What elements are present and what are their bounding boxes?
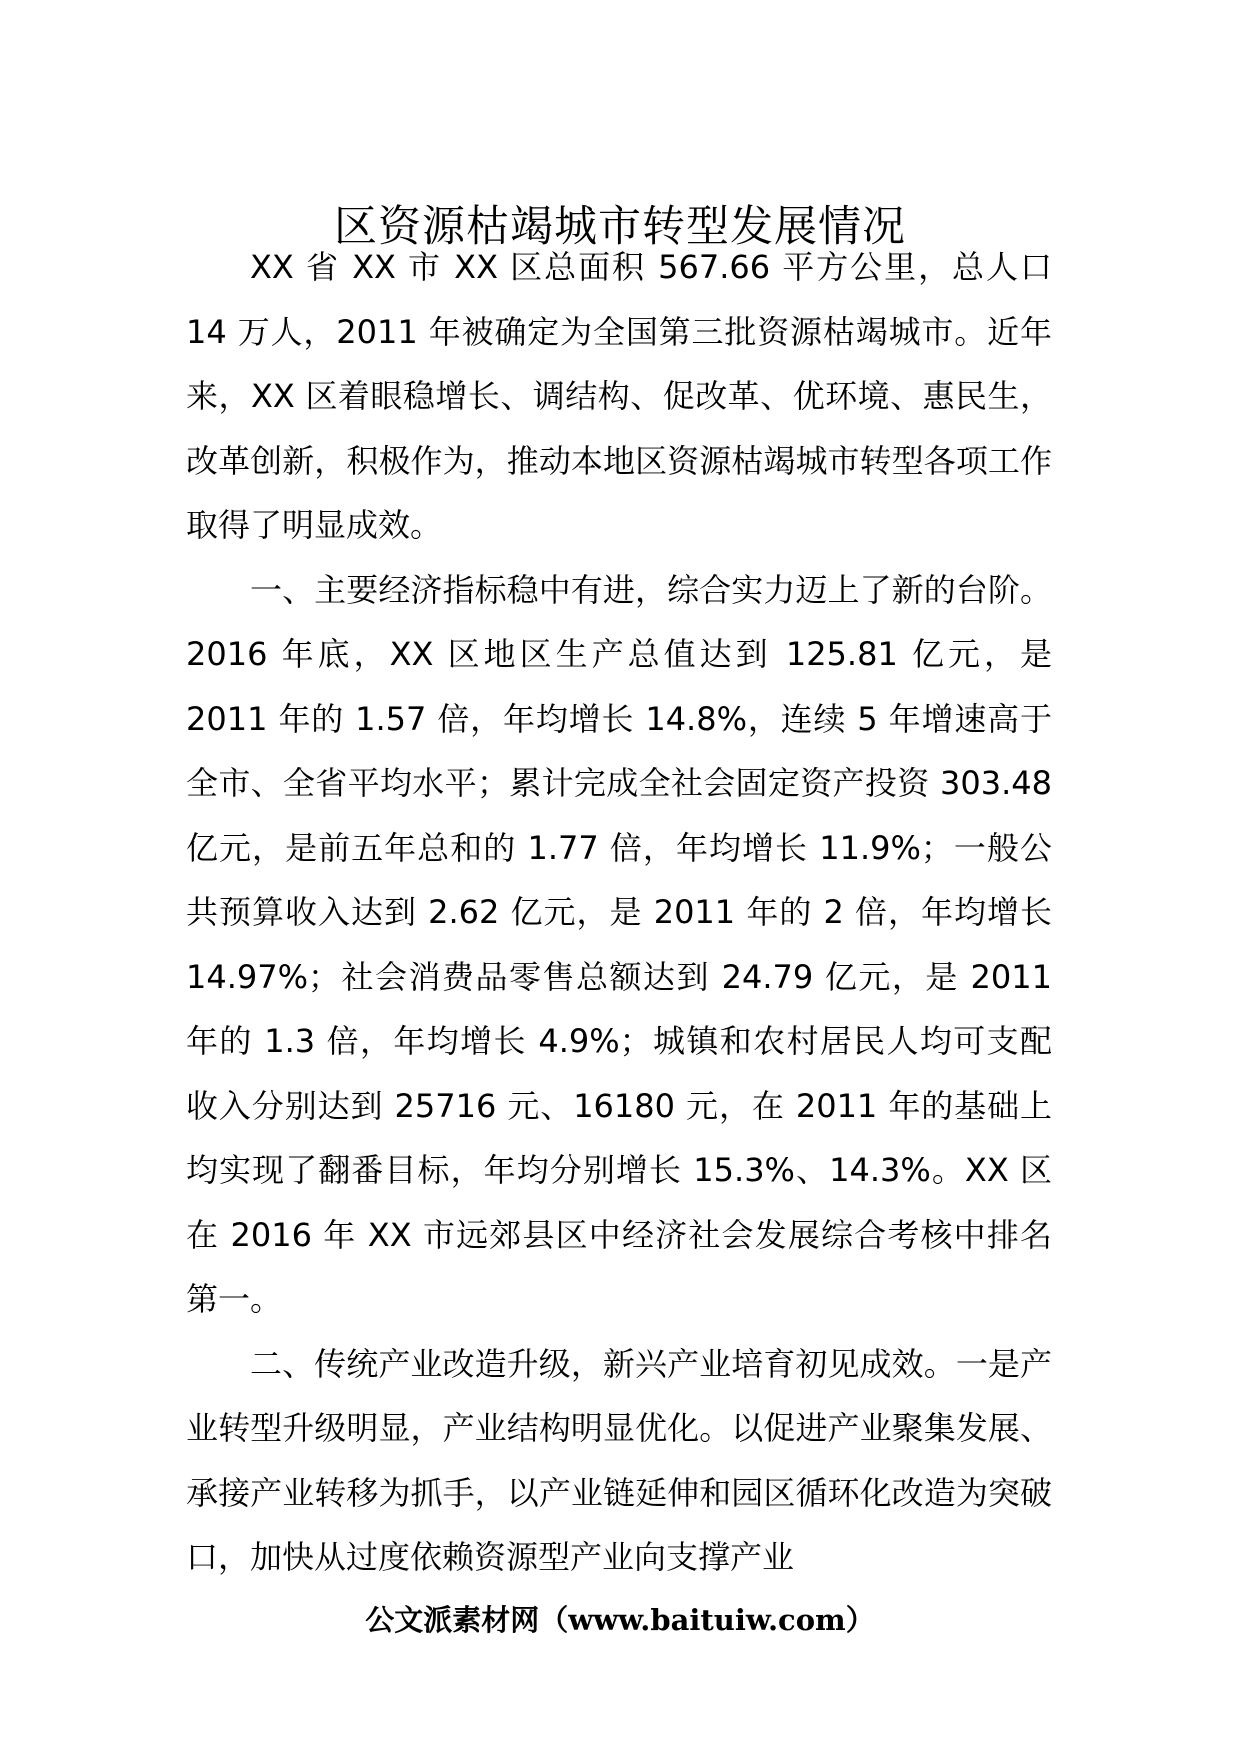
document-body <box>186 235 1052 1590</box>
paragraph-section-1 <box>186 558 1052 1332</box>
paragraph-intro <box>186 235 1052 558</box>
section-2-text: 一是产业转型升级明显，产业结构明显优化。以促进产业聚集发展、承接产业转移为抓手，以产业链延伸和园区循环化改造为突破口，加快从过度依赖资源型产业向支撑产业 <box>186 1344 1052 1576</box>
section-1-heading: 一、主要经济指标稳中有进，综合实力迈上了新的台阶。 <box>250 570 1052 609</box>
footer-watermark: 公文派素材网（www.baituiw.com） <box>365 1603 875 1637</box>
paragraph-intro-text: XX 省 XX 市 XX 区总面积 567.66 平方公里，总人口 14 万人，2011 年被确定为全国第三批资源枯竭城市。近年来，XX 区着眼稳增长、调结构、促改革、优环境、惠民生，改革创新，积极作为，推动本地区资源枯竭城市转型各项工作取得了明显成效。 <box>186 248 1052 544</box>
section-1-text: 2016 年底，XX 区地区生产总值达到 125.81 亿元，是 2011 年的 1.57 倍，年均增长 14.8%，连续 5 年增速高于全市、全省平均水平；累计完成全社会固定资产投资 303.48 亿元，是前五年总和的 1.77 倍，年均增长 11.9%；一般公共预算收入达到 2.62 亿元，是 2011 年的 2 倍，年均增长 14.97%；社会消费品零售总额达到 24.79 亿元，是 2011 年的 1.3 倍，年均增长 4.9%；城镇和农村居民人均可支配收入分别达到 25716 元、16180 元，在 2011 年的基础上均实现了翻番目标，年均分别增长 15.3%、14.3%。XX 区在 2016 年 XX 市远郊县区中经济社会发展综合考核中排名第一。 <box>186 635 1052 1318</box>
paragraph-section-2 <box>186 1332 1052 1590</box>
document-title: 区资源枯竭城市转型发展情况 <box>334 201 906 252</box>
section-2-heading: 二、传统产业改造升级，新兴产业培育初见成效。 <box>250 1344 956 1383</box>
